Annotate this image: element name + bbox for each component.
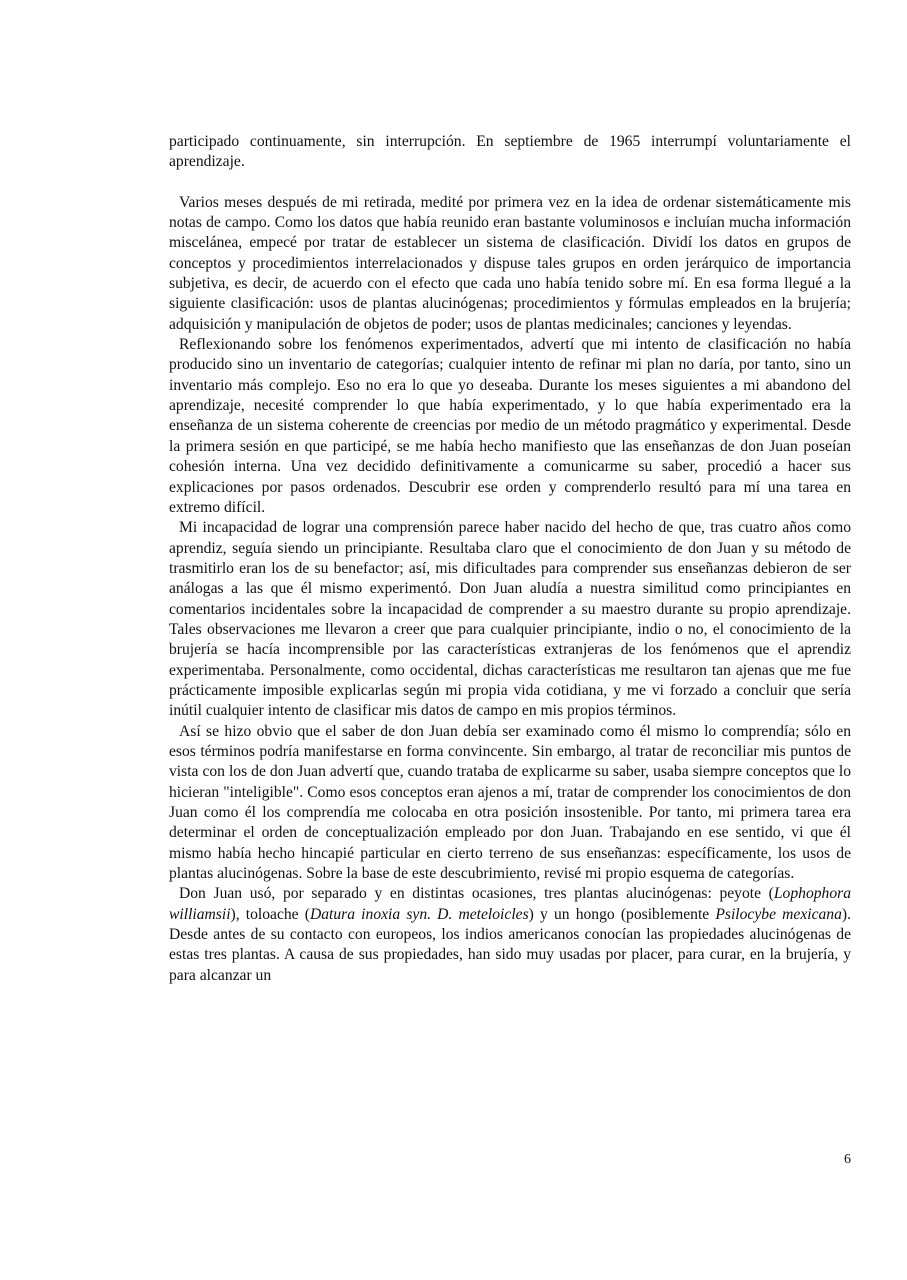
species-name-italic: Datura inoxia syn. D. meteloicles	[309, 905, 529, 923]
species-name-italic: Psilocybe mexicana	[715, 905, 842, 923]
paragraph	[169, 518, 851, 721]
paragraph	[169, 132, 851, 173]
paragraph-text: Mi incapacidad de lograr una comprensión parece haber nacido del hecho de que, tras cuatro años como aprendiz, seguía siendo un principiante. Resultaba claro que el conocimiento de don Juan y su método de trasmitirlo eran los de su benefactor; así, mis dificultades para comprender sus enseñanzas debieron de ser análogas a las que él mismo experimentó. Don Juan aludía a nuestra similitud como principiantes en comentarios incidentales sobre la incapacidad de comprender a su maestro durante su propio aprendizaje. Tales observaciones me llevaron a creer que para cualquier principiante, indio o no, el conocimiento de la brujería se hacía incomprensible por las características extranjeras de los fenómenos que el aprendiz experimentaba. Personalmente, como occidental, dichas características me resultaron tan ajenas que me fue prácticamente imposible explicarlas según mi propia vida cotidiana, y me vi forzado a concluir que sería inútil cualquier intento de clasificar mis datos de campo en mis propios términos.	[169, 519, 851, 720]
species-name-italic: Lophophora williamsii	[169, 885, 851, 923]
paragraph-text: ) y un hongo (posiblemente	[528, 905, 716, 923]
body-text	[169, 132, 851, 986]
paragraph	[169, 722, 851, 885]
paragraph-text: Varios meses después de mi retirada, medité por primera vez en la idea de ordenar sistemáticamente mis notas de campo. Como los datos que había reunido eran bastante voluminosos e incluían mucha información miscelánea, empecé por tratar de establecer un sistema de clasificación. Dividí los datos en grupos de conceptos y procedimientos interrelacionados y dispuse tales grupos en orden jerárquico de importancia subjetiva, es decir, de acuerdo con el efecto que cada uno había tenido sobre mí. En esa forma llegué a la siguiente clasificación: usos de plantas alucinógenas; procedimientos y fórmulas empleados en la brujería; adquisición y manipulación de objetos de poder; usos de plantas medicinales; canciones y leyendas.	[169, 193, 851, 333]
paragraph-text: Así se hizo obvio que el saber de don Juan debía ser examinado como él mismo lo comprendía; sólo en esos términos podría manifestarse en forma convincente. Sin embargo, al tratar de reconciliar mis puntos de vista con los de don Juan advertí que, cuando trataba de explicarme su saber, usaba siempre conceptos que lo hicieran "inteligible". Como esos conceptos eran ajenos a mí, tratar de comprender los conocimientos de don Juan como él los comprendía me colocaba en otra posición insostenible. Por tanto, mi primera tarea era determinar el orden de conceptualización empleado por don Juan. Trabajando en ese sentido, vi que él mismo había hecho hincapié particular en cierto terreno de sus enseñanzas: específicamente, los usos de plantas alucinógenas. Sobre la base de este descubrimiento, revisé mi propio esquema de categorías.	[169, 722, 851, 883]
page-number: 6	[844, 1152, 851, 1167]
paragraph	[169, 884, 851, 986]
paragraph-text: Don Juan usó, por separado y en distintas ocasiones, tres plantas alucinógenas: peyote (	[179, 885, 774, 903]
paragraph-text: ). Desde antes de su contacto con europeos, los indios americanos conocían las propiedades alucinógenas de estas tres plantas. A causa de sus propiedades, han sido muy usadas por placer, para curar, en la brujería, y para alcanzar un	[169, 905, 851, 984]
paragraph-text: ), toloache (	[230, 905, 310, 923]
paragraph	[169, 193, 851, 335]
paragraph-text: participado continuamente, sin interrupción. En septiembre de 1965 interrumpí voluntariamente el aprendizaje.	[169, 133, 851, 171]
paragraph	[169, 335, 851, 518]
paragraph-text: Reflexionando sobre los fenómenos experimentados, advertí que mi intento de clasificación no había producido sino un inventario de categorías; cualquier intento de refinar mi plan no daría, por tanto, sino un inventario más complejo. Eso no era lo que yo deseaba. Durante los meses siguientes a mi abandono del aprendizaje, necesité comprender lo que había experimentado, y lo que había experimentado era la enseñanza de un sistema coherente de creencias por medio de un método pragmático y experimental. Desde la primera sesión en que participé, se me había hecho manifiesto que las enseñanzas de don Juan poseían cohesión interna. Una vez decidido definitivamente a comunicarme su saber, procedió a hacer sus explicaciones por pasos ordenados. Descubrir ese orden y comprenderlo resultó para mí una tarea en extremo difícil.	[169, 336, 851, 516]
